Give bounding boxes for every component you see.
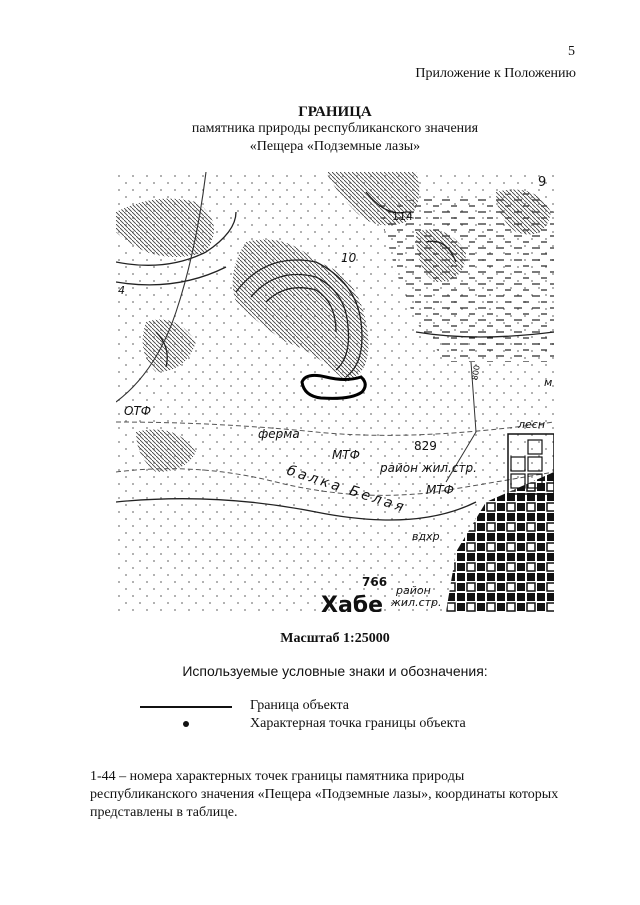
- footnote-text: 1-44 – номера характерных точек границы памятника природы республиканского значения «Пещера «Подземные лазы», координаты которых представлены в таблице.: [90, 769, 559, 820]
- map-label-ferma: ферма: [258, 427, 300, 441]
- map-label-4: 4: [118, 284, 125, 297]
- map-label-800: 800: [470, 364, 482, 381]
- map-label-9: 9: [538, 175, 547, 190]
- map-label-mtf-1: МТФ: [332, 448, 361, 462]
- map-label-10: 10: [341, 251, 357, 265]
- map-label-766: 766: [362, 575, 388, 589]
- scale-label: Масштаб 1:25000: [280, 631, 390, 646]
- subtitle-line-2: «Пещера «Подземные лазы»: [249, 139, 421, 154]
- legend-point-symbol: [183, 721, 189, 727]
- map-label-raion-zhil: район жил.стр.: [380, 461, 477, 475]
- map-label-khab: Хабе: [321, 593, 384, 612]
- map-label-balka: балка Белая: [284, 462, 409, 517]
- page-number: 5: [568, 44, 575, 59]
- map-label-raion-2: район: [396, 584, 431, 597]
- map-label-m: м: [544, 376, 553, 389]
- map-label-114: 114: [392, 210, 413, 223]
- appendix-label: Приложение к Положению: [415, 66, 576, 81]
- map-label-vdkhr: вдхр: [412, 530, 440, 543]
- map-label-lesn: лесн: [518, 418, 546, 431]
- map-label-mtf-2: МТФ: [426, 483, 455, 497]
- map-label-829: 829: [414, 439, 437, 453]
- document-title: ГРАНИЦА: [298, 104, 372, 120]
- map-label-zhil-2: жил.стр.: [391, 596, 442, 609]
- legend-boundary-line-symbol: [140, 706, 232, 708]
- legend-boundary-line-label: Граница объекта: [250, 698, 349, 713]
- legend-title: Используемые условные знаки и обозначения:: [182, 663, 488, 679]
- legend-point-label: Характерная точка границы объекта: [250, 716, 466, 731]
- map-label-otf: ОТФ: [124, 404, 152, 418]
- subtitle-line-1: памятника природы республиканского значения: [191, 121, 479, 136]
- topographic-map: [116, 172, 554, 612]
